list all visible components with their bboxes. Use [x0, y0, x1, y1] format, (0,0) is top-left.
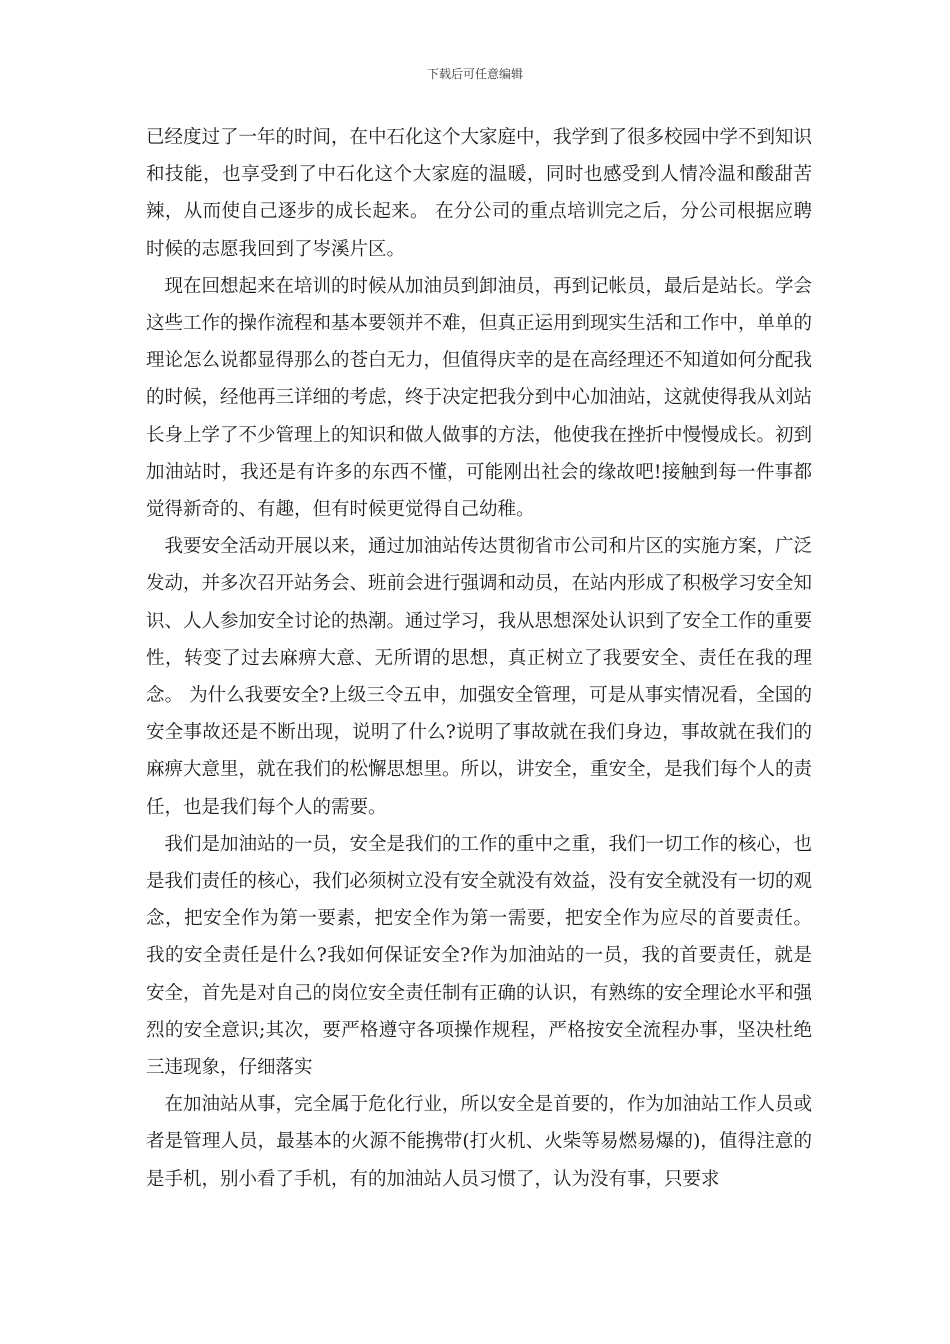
page-header: 下载后可任意编辑: [426, 67, 523, 81]
paragraph-2: 现在回想起来在培训的时候从加油员到卸油员，再到记帐员，最后是站长。学会这些工作的操作流程和基本要领并不难，但真正运用到现实生活和工作中，单单的理论怎么说都显得那么的苍白无力，但值得庆幸的是在高经理还不知道如何分配我的时候，经他再三详细的考虑，终于决定把我分到中心加油站，这就使得我从刘站长身上学了不少管理上的知识和做人做事的方法，他使我在挫折中慢慢成长。初到加油站时，我还是有许多的东西不懂，可能刚出社会的缘故吧!接触到每一件事都觉得新奇的、有趣，但有时候更觉得自己幼稚。: [146, 275, 813, 521]
paragraph-3: 我要安全活动开展以来，通过加油站传达贯彻省市公司和片区的实施方案，广泛发动，并多次召开站务会、班前会进行强调和动员，在站内形成了积极学习安全知识、人人参加安全讨论的热潮。通过学习，我从思想深处认识到了安全工作的重要性，转变了过去麻痹大意、无所谓的思想，真正树立了我要安全、责任在我的理念。 为什么我要安全?上级三令五申，加强安全管理，可是从事实情况看，全国的安全事故还是不断出现，说明了什么?说明了事故就在我们身边，事故就在我们的麻痹大意里，就在我们的松懈思想里。所以，讲安全，重安全，是我们每个人的责任，也是我们每个人的需要。: [146, 536, 813, 818]
paragraph-4: 我们是加油站的一员，安全是我们的工作的重中之重，我们一切工作的核心，也是我们责任的核心，我们必须树立没有安全就没有效益，没有安全就没有一切的观念，把安全作为第一要素，把安全作为第一需要，把安全作为应尽的首要责任。 我的安全责任是什么?我如何保证安全?作为加油站的一员，我的首要责任，就是安全，首先是对自己的岗位安全责任制有正确的认识，有熟练的安全理论水平和强烈的安全意识;其次，要严格遵守各项操作规程，严格按安全流程办事，坚决杜绝三违现象，仔细落实: [146, 833, 813, 1079]
paragraph-5: 在加油站从事，完全属于危化行业，所以安全是首要的，作为加油站工作人员或者是管理人员，最基本的火源不能携带(打火机、火柴等易燃易爆的)，值得注意的是手机，别小看了手机，有的加油站人员习惯了，认为没有事，只要求: [146, 1094, 813, 1190]
document-body: [146, 119, 812, 1198]
paragraph-1: 已经度过了一年的时间，在中石化这个大家庭中，我学到了很多校园中学不到知识和技能，也享受到了中石化这个大家庭的温暖，同时也感受到人情冷温和酸甜苦辣，从而使自己逐步的成长起来。 在分公司的重点培训完之后，分公司根据应聘时候的志愿我回到了岑溪片区。: [146, 127, 813, 260]
